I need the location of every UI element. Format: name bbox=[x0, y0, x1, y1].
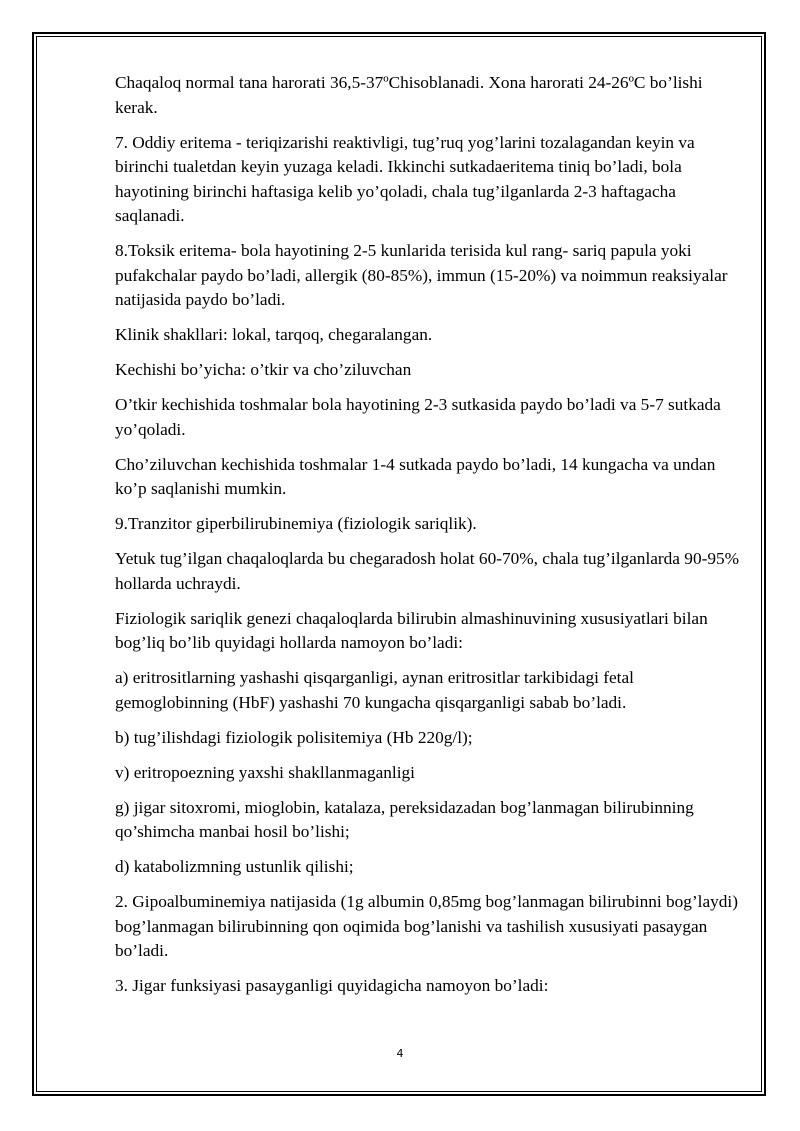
paragraph: v) eritropoezning yaxshi shakllanmaganligi bbox=[115, 762, 415, 782]
paragraph: b) tug’ilishdagi fiziologik polisitemiya (Hb 220g/l); bbox=[115, 727, 473, 747]
paragraph: 2. Gipoalbuminemiya natijasida (1g albumin 0,85mg bog’lanmagan bilirubinni bog’laydi) bog’lanmagan bilirubinning qon oqimida bog’lanishi va tashilish xususiyati pasaygan bo’ladi. bbox=[115, 892, 738, 960]
paragraph: Chaqaloq normal tana harorati 36,5-37ºChisoblanadi. Xona harorati 24-26ºC bo’lishi kerak. bbox=[115, 73, 703, 117]
document-body bbox=[115, 71, 740, 1009]
paragraph: g) jigar sitoxromi, mioglobin, katalaza, pereksidazadan bog’lanmagan bilirubinning qo’shimcha manbai hosil bo’lishi; bbox=[115, 797, 694, 841]
paragraph: Cho’ziluvchan kechishida toshmalar 1-4 sutkada paydo bo’ladi, 14 kungacha va undan ko’p saqlanishi mumkin. bbox=[115, 454, 716, 498]
paragraph: Fiziologik sariqlik genezi chaqaloqlarda bilirubin almashinuvining xususiyatlari bilan bog’liq bo’lib quyidagi hollarda namoyon bo’ladi: bbox=[115, 608, 708, 652]
paragraph: Kechishi bo’yicha: o’tkir va cho’ziluvchan bbox=[115, 360, 412, 379]
paragraph: Klinik shakllari: lokal, tarqoq, chegaralangan. bbox=[115, 325, 433, 344]
paragraph: 7. Oddiy eritema - teriqizarishi reaktivligi, tug’ruq yog’larini tozalagandan keyin va birinchi tualetdan keyin yuzaga keladi. Ikkinchi sutkadaeritema tiniq bo’ladi, bola hayotining birinchi haftasiga kelib yo’qoladi, chala tug’ilganlarda 2-3 haftagacha saqlanadi. bbox=[115, 132, 695, 225]
paragraph: a) eritrositlarning yashashi qisqarganligi, aynan eritrositlar tarkibidagi fetal gemoglobinning (HbF) yashashi 70 kungacha qisqarganligi sabab bo’ladi. bbox=[115, 668, 634, 712]
page-number: 4 bbox=[396, 1047, 404, 1060]
paragraph: 8.Toksik eritema- bola hayotining 2-5 kunlarida terisida kul rang- sariq papula yoki pufakchalar paydo bo’ladi, allergik (80-85%), immun (15-20%) va noimmun reaksiyalar natijasida paydo bo’ladi. bbox=[115, 241, 728, 309]
paragraph: d) katabolizmning ustunlik qilishi; bbox=[115, 857, 354, 876]
paragraph: 3. Jigar funksiyasi pasayganligi quyidagicha namoyon bo’ladi: bbox=[115, 976, 549, 995]
paragraph: O’tkir kechishida toshmalar bola hayotining 2-3 sutkasida paydo bo’ladi va 5-7 sutkada yo’qoladi. bbox=[115, 395, 721, 439]
paragraph: 9.Tranzitor giperbilirubinemiya (fiziologik sariqlik). bbox=[115, 514, 477, 533]
paragraph: Yetuk tug’ilgan chaqaloqlarda bu chegaradosh holat 60-70%, chala tug’ilganlarda 90-95% hollarda uchraydi. bbox=[115, 549, 740, 593]
